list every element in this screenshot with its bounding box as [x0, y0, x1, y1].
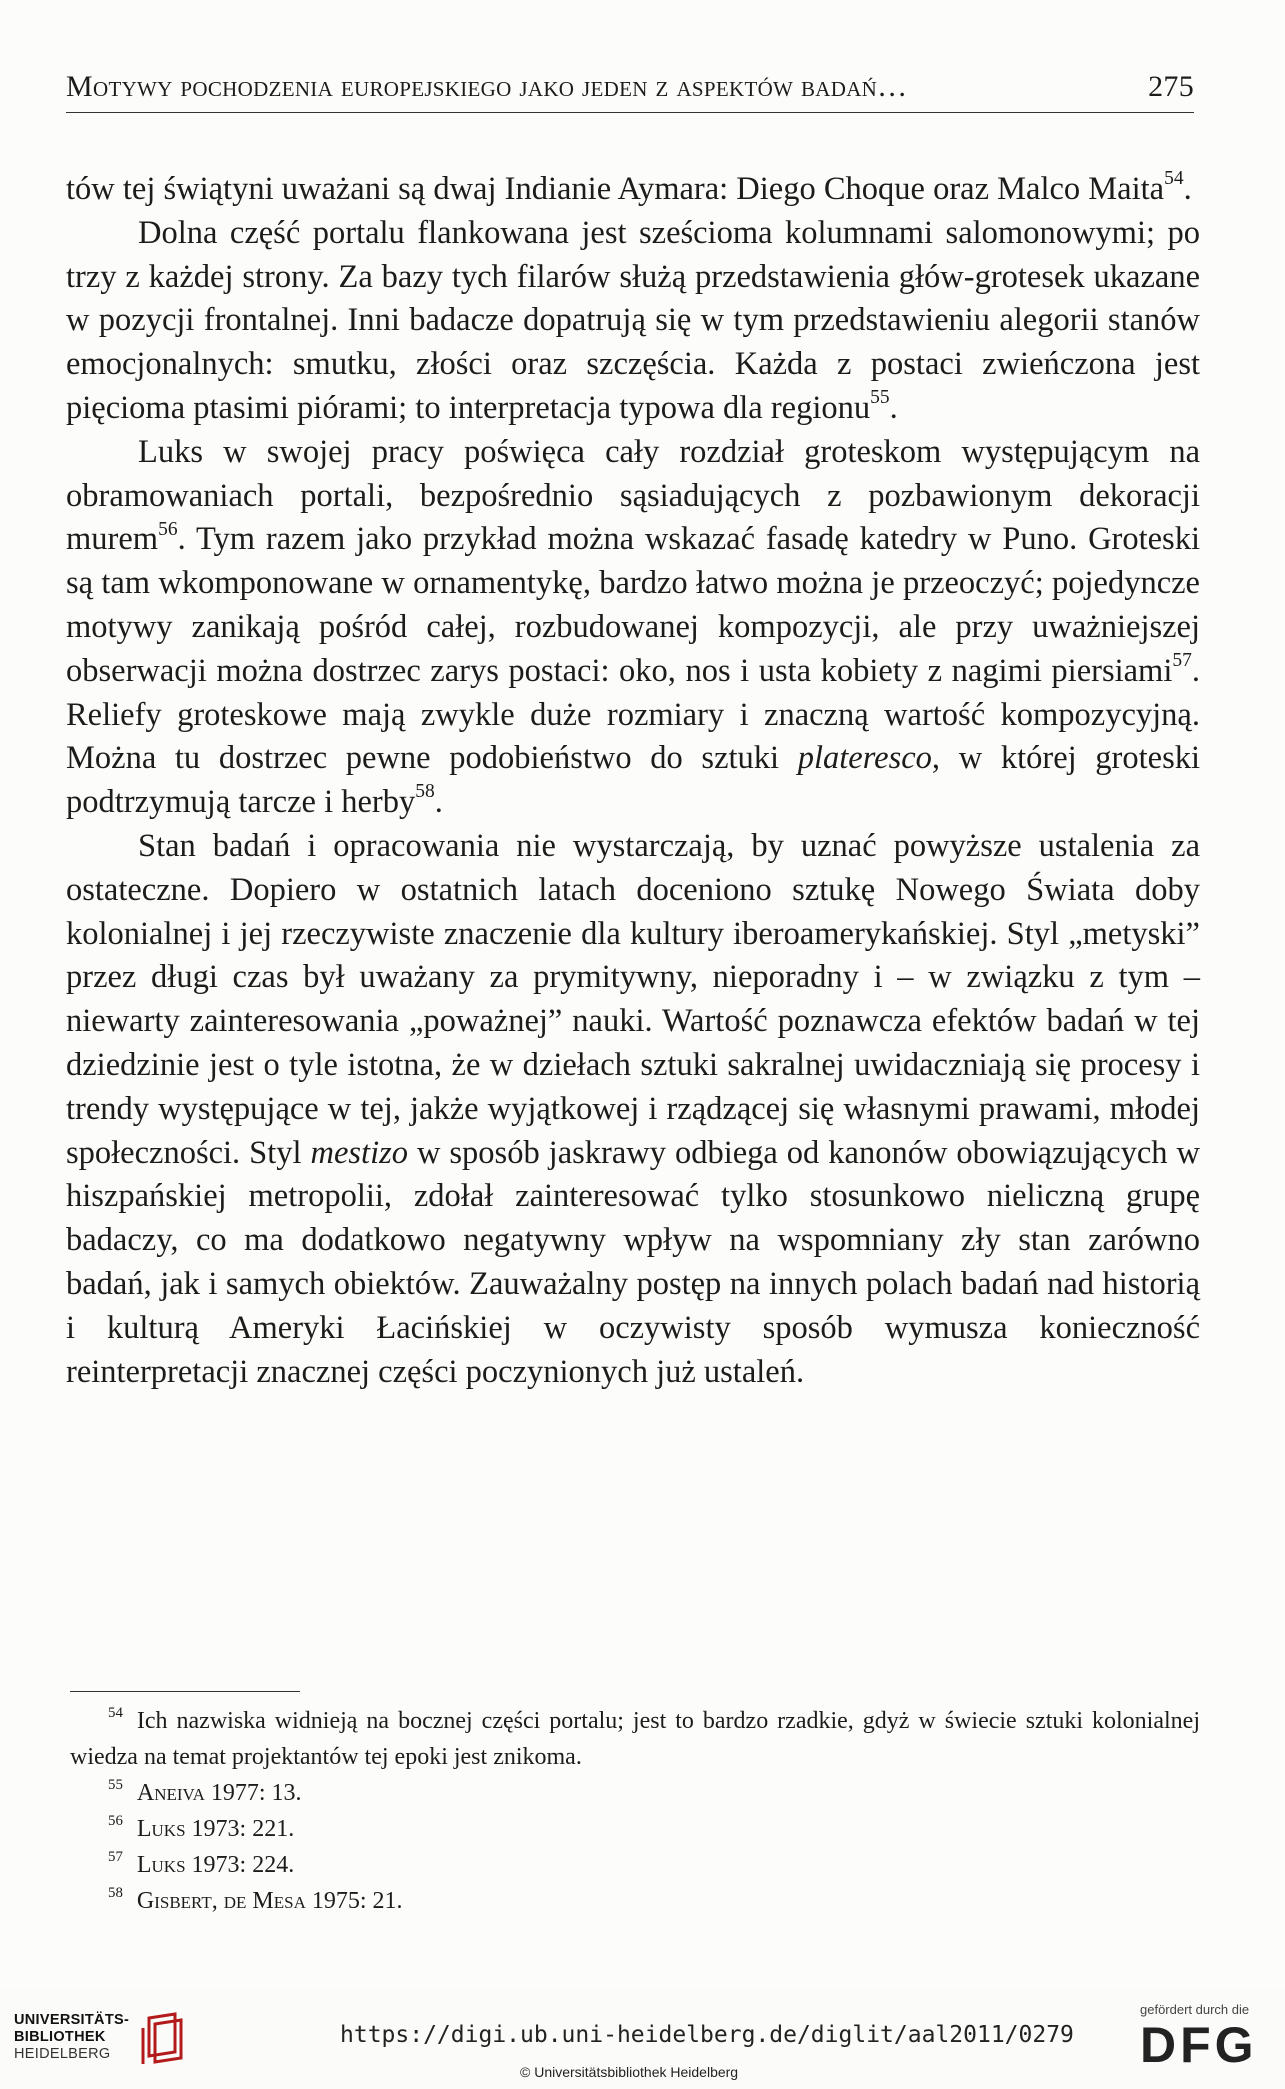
copyright-notice: © Universitätsbibliothek Heidelberg — [520, 2064, 739, 2080]
source-url-link[interactable]: https://digi.ub.uni-heidelberg.de/diglit/aal2011/0279 — [340, 2022, 1074, 2048]
paragraph-3 — [66, 431, 1200, 825]
text-run: . — [1183, 171, 1192, 207]
library-name-line: BIBLIOTHEK — [14, 2029, 106, 2045]
library-emblem-icon — [135, 2012, 191, 2066]
footnote-55 — [70, 1775, 1200, 1811]
text-run: Stan badań i opracowania nie wystarczają, by uznać powyższe ustalenia za ostateczne. Dopiero w ostatnich latach doceniono sztukę Nowego Świata doby kolonialnej i jej rzeczywiste znaczenie dla kultury iberoamerykańskiej. Styl „metyski” przez długi czas był uważany za prymitywny, nieporadny i – w związku z tym – niewarty zainteresowania „poważnej” nauki. Wartość poznawcza efektów badań w tej dziedzinie jest o tyle istotna, że w dziełach sztuki sakralnej uwidaczniają się procesy i trendy występujące w tej, jakże wyjątkowej i rządzącej się własnymi prawami, młodej społeczności. Styl — [66, 827, 1200, 1171]
footnote-ref-56[interactable]: 56 — [158, 518, 178, 540]
footnote-number: 55 — [108, 1776, 123, 1793]
text-run: Luks w swojej pracy poświęca cały rozdział groteskom występującym na obramowaniach portali, bezpośrednio sąsiadujących z pozbawionym dekoracji murem — [66, 433, 1200, 558]
library-name-line: HEIDELBERG — [14, 2046, 111, 2062]
text-run: . — [889, 389, 898, 426]
italic-term: mestizo — [310, 1134, 408, 1171]
footnote-number: 54 — [108, 1704, 123, 1721]
text-run: . Reliefy groteskowe mają zwykle duże rozmiary i znaczną wartość kompozycyjną. Można tu dostrzec pewne podobieństwo do sztuki — [66, 652, 1200, 777]
footnote-text: Luks 1973: 224. — [136, 1852, 295, 1878]
footnote-number: 56 — [108, 1812, 123, 1829]
library-logo[interactable] — [14, 2012, 191, 2066]
footnotes — [70, 1703, 1200, 1919]
text-run: w sposób jaskrawy odbiega od kanonów obowiązujących w hiszpańskiej metropolii, zdołał zainteresować tylko stosunkowo nieliczną grupę badaczy, co ma dodatkowo negatywny wpływ na wspomniany zły stan zarówno badań, jak i samych obiektów. Zauważalny postęp na innych polach badań nad historią i kulturą Ameryki Łacińskiej w oczywisty sposób wymusza konieczność reinterpretacji znacznej części poczynionych już ustaleń. — [66, 1134, 1200, 1390]
footnote-text: Ich nazwiska widnieją na bocznej części portalu; jest to bardzo rzadkie, gdyż w świecie sztuki kolonialnej wiedza na temat projektantów tej epoki jest znikoma. — [70, 1708, 1200, 1770]
footnote-text: Aneiva 1977: 13. — [136, 1780, 302, 1806]
footnote-ref-55[interactable]: 55 — [870, 387, 890, 409]
paragraph-4 — [66, 825, 1200, 1394]
header-title: Motywy pochodzenia europejskiego jako jeden z aspektów badań… — [66, 70, 908, 103]
footnote-ref-54[interactable]: 54 — [1164, 168, 1184, 190]
page-number: 275 — [1148, 70, 1194, 103]
footnote-number: 58 — [108, 1884, 123, 1901]
footnote-number: 57 — [108, 1848, 123, 1865]
text-run: . Tym razem jako przykład można wskazać fasadę katedry w Puno. Groteski są tam wkomponowane w ornamentykę, bardzo łatwo można je przeoczyć; pojedyncze motywy zanikają pośród całej, rozbudowanej kompozycji, ale przy uważniejszej obserwacji można dostrzec zarys postaci: oko, nos i usta kobiety z nagimi piersiami — [66, 521, 1200, 689]
footnote-58 — [70, 1883, 1200, 1919]
footnote-56 — [70, 1811, 1200, 1847]
running-header — [66, 70, 1194, 104]
paragraph-2 — [66, 212, 1200, 431]
main-text — [66, 168, 1200, 1394]
paragraph-1 — [66, 168, 1200, 212]
funder-logo[interactable] — [1140, 2002, 1258, 2073]
footnote-ref-57[interactable]: 57 — [1172, 650, 1192, 672]
text-run: . — [434, 784, 443, 821]
header-divider — [66, 112, 1194, 113]
funder-caption: gefördert durch die — [1140, 2002, 1250, 2017]
italic-term: plateresco — [797, 740, 932, 777]
text-run: , w której groteski podtrzymują tarcze i herby — [66, 740, 1201, 821]
footnote-54 — [70, 1703, 1200, 1775]
text-run: Dolna część portalu flankowana jest sześcioma kolumnami salomonowymi; po trzy z każdej strony. Za bazy tych filarów służą przedstawienia głów-grotesek ukazane w pozycji frontalnej. Inni badacze dopatrują się w tym przedstawieniu alegorii stanów emocjonalnych: smutku, złości oraz szczęścia. Każda z postaci zwieńczona jest pięcioma ptasimi piórami; to interpretacja typowa dla regionu — [66, 214, 1200, 426]
library-name-line: UNIVERSITÄTS- — [14, 2012, 130, 2028]
footnote-text: Luks 1973: 221. — [136, 1816, 295, 1842]
footnote-57 — [70, 1847, 1200, 1883]
text-run: tów tej świątyni uważani są dwaj Indianie Aymara: Diego Choque oraz Malco Maita — [66, 171, 1165, 207]
footnote-text: Gisbert, de Mesa 1975: 21. — [136, 1888, 403, 1914]
footnote-divider — [70, 1691, 300, 1692]
footnote-ref-58[interactable]: 58 — [415, 781, 435, 803]
library-name — [14, 2012, 129, 2063]
dfg-wordmark: DFG — [1140, 2017, 1258, 2073]
